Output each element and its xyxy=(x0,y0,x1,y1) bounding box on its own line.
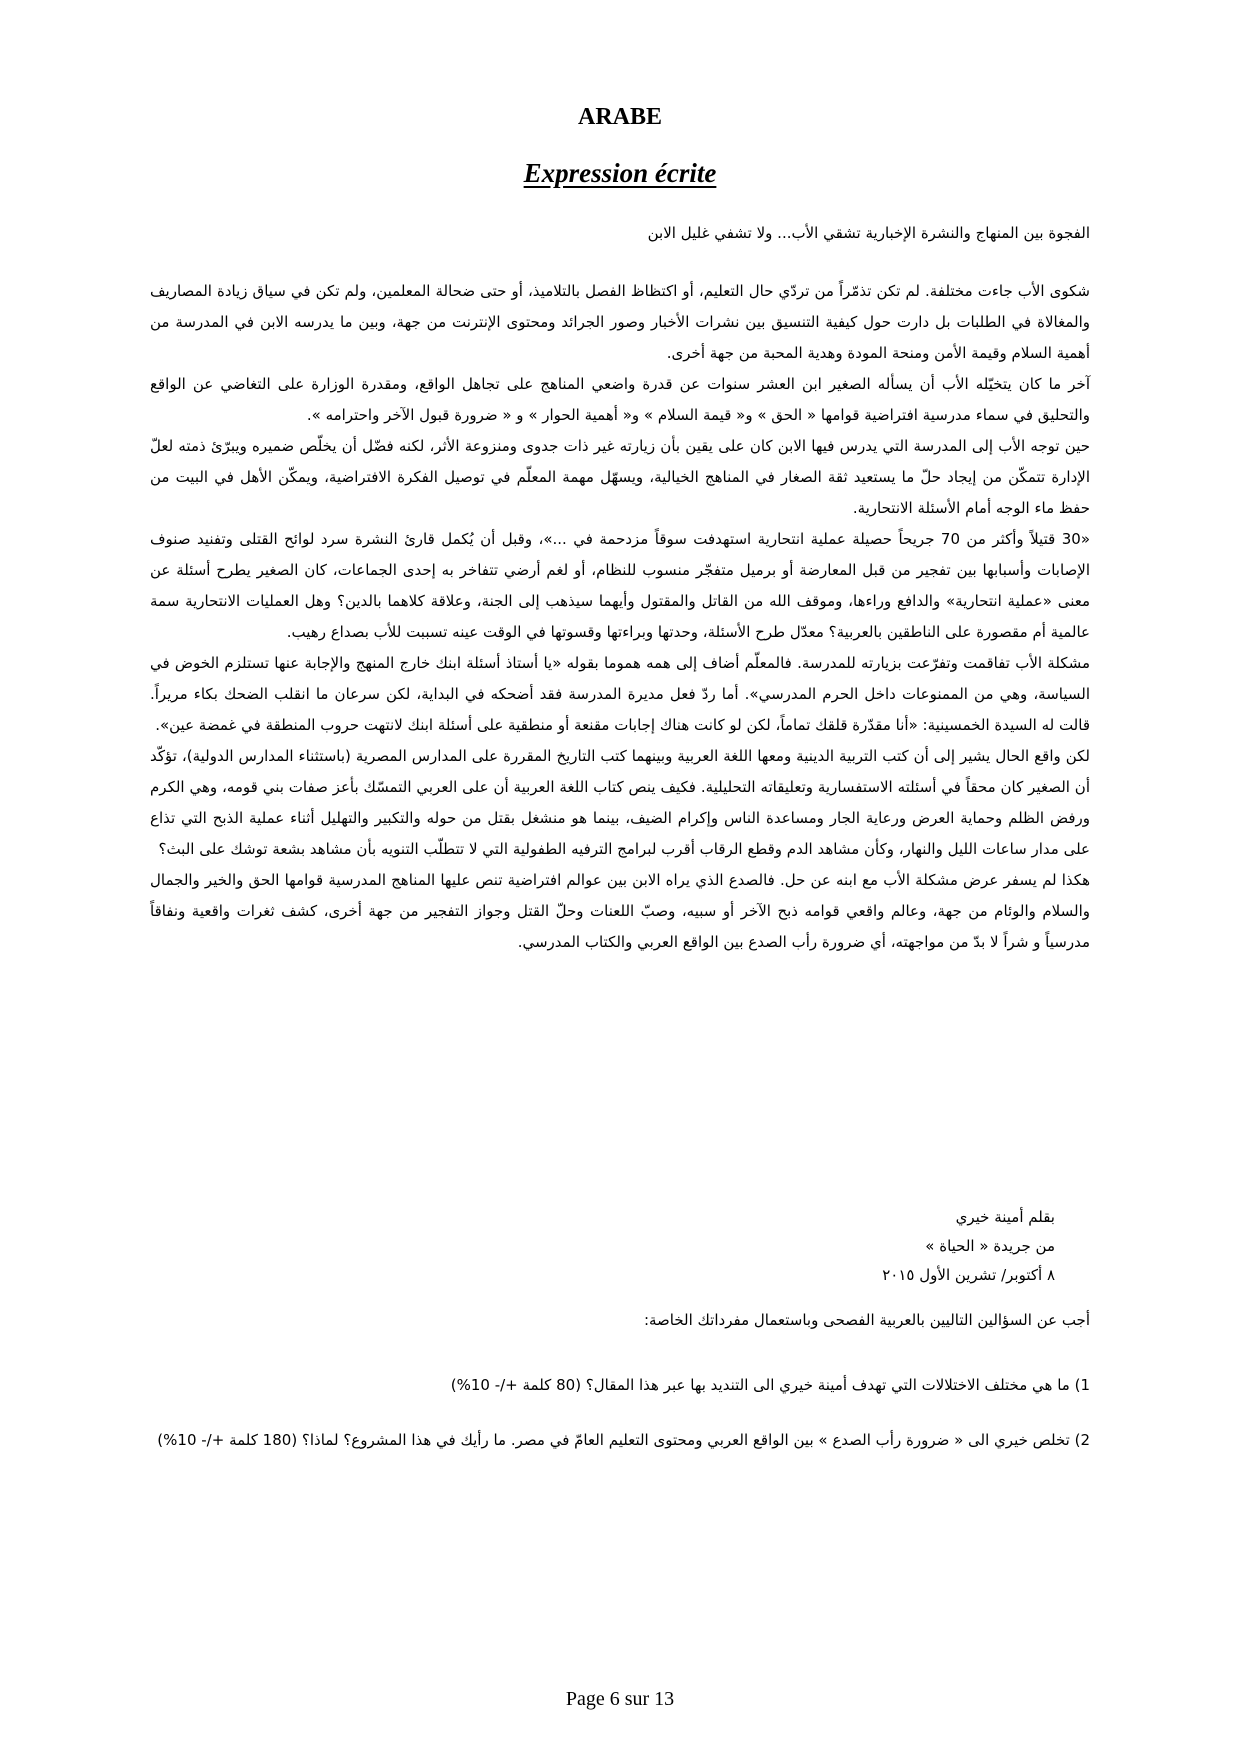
question-item: 1) ما هي مختلف الاختلالات التي تهدف أمينة خيري الى التنديد بها عبر هذا المقال؟ (80 كلمة +/- 10%) xyxy=(450,1376,1090,1394)
article-paragraph: لكن واقع الحال يشير إلى أن كتب التربية الدينية ومعها اللغة العربية وبينهما كتب التاريخ المقررة على المدارس المصرية (باستثناء المدارس الدولية)، تؤكّد أن الصغير كان محقاً في أسئلته الاستفسارية وتعليقاته التحليلية. فكيف ينص كتاب اللغة العربية أن على العربي التمسّك بأعز صفات بني قومه، وهي الكرم ورفض الظلم وحماية العرض ورعاية الجار ومساعدة الناس وإكرام الضيف، بينما هو منشغل بقتل من حوله والتكبير والتهليل أثناء عملية الذبح التي تذاع على مدار ساعات الليل والنهار، وكأن مشاهد الدم وقطع الرقاب أقرب لبرامج الترفيه الطفولية التي لا تتطلّب التنويه بأن مشاهد بشعة توشك على البث؟ xyxy=(150,747,1090,858)
signature-author: بقلم أمينة خيري xyxy=(955,1208,1055,1226)
article-title: الفجوة بين المنهاج والنشرة الإخبارية تشقي الأب... ولا تشفي غليل الابن xyxy=(647,224,1090,242)
subject-heading: ARABE xyxy=(577,104,662,130)
article-paragraph: آخر ما كان يتخيّله الأب أن يسأله الصغير ابن العشر سنوات عن قدرة واضعي المناهج على تجاهل الواقع، ومقدرة الوزارة على التغاضي عن الواقع والتحليق في سماء مدرسية افتراضية قوامها « الحق » و« قيمة السلام » و« أهمية الحوار » و « ضرورة قبول الآخر واحترامه ». xyxy=(150,375,1090,424)
article-paragraph: مشكلة الأب تفاقمت وتفرّعت بزيارته للمدرسة. فالمعلّم أضاف إلى همه هموما بقوله «يا أستاذ أسئلة ابنك خارج المنهج والإجابة عنها تستلزم الخوض في السياسة، وهي من الممنوعات داخل الحرم المدرسي». أما ردّ فعل مديرة المدرسة فقد أضحكه في البداية، لكن سرعان ما انقلب الضحك بكاء مريراً. قالت له السيدة الخمسينية: «أنا مقدّرة قلقك تماماً، لكن لو كانت هناك إجابات مقنعة أو منطقية على أسئلة ابنك لانتهت حروب المنطقة في غمضة عين». xyxy=(150,654,1090,734)
article-paragraph: حين توجه الأب إلى المدرسة التي يدرس فيها الابن كان على يقين بأن زيارته غير ذات جدوى ومنزوعة الأثر، لكنه فضّل أن يخلّص ضميره ويبرّئ ذمته لعلّ الإدارة تتمكّن من إيجاد حلّ ما يستعيد ثقة الصغار في المناهج الخيالية، ويسهّل مهمة المعلّم في توصيل الفكرة الافتراضية، ويمكّن الأهل في البيت من حفظ ماء الوجه أمام الأسئلة الانتحارية. xyxy=(150,437,1090,517)
article-paragraph: هكذا لم يسفر عرض مشكلة الأب مع ابنه عن حل. فالصدع الذي يراه الابن بين عوالم افتراضية تنص عليها المناهج المدرسية قوامها الحق والخير والجمال والسلام والوئام من جهة، وعالم واقعي قوامه ذبح الآخر أو سبيه، وصبّ اللعنات وحلّ القتل وجواز التفجير من جهة أخرى، كشف ثغرات واقعية ونفاقاً مدرسياً و شراً لا بدّ من مواجهته، أي ضرورة رأب الصدع بين الواقع العربي والكتاب المدرسي. xyxy=(150,871,1090,951)
questions-section xyxy=(150,1305,1090,1480)
article-signature xyxy=(150,1203,1055,1290)
article-body xyxy=(150,276,1090,958)
question-item: 2) تخلص خيري الى « ضرورة رأب الصدع » بين الواقع العربي ومحتوى التعليم العامّ في مصر. ما رأيك في هذا المشروع؟ لماذا؟ (180 كلمة +/- 10%) xyxy=(157,1431,1090,1449)
page-number: Page 6 sur 13 xyxy=(565,1688,675,1710)
signature-source: من جريدة « الحياة » xyxy=(925,1237,1055,1255)
section-heading: Expression écrite xyxy=(523,158,717,188)
article-paragraph: شكوى الأب جاءت مختلفة. لم تكن تذمّراً من تردّي حال التعليم، أو اكتظاظ الفصل بالتلاميذ، أو حتى ضحالة المعلمين، ولم تكن في سياق زيادة المصاريف والمغالاة في الطلبات بل دارت حول كيفية التنسيق بين نشرات الأخبار وصور الجرائد ومحتوى الإنترنت من جهة، وبين ما يدرسه الابن في المدرسة من أهمية السلام وقيمة الأمن ومنحة المودة وهدية المحبة من جهة أخرى. xyxy=(150,282,1090,362)
article-paragraph: «30 قتيلاً وأكثر من 70 جريحاً حصيلة عملية انتحارية استهدفت سوقاً مزدحمة في ...»، وقبل أن يُكمل قارئ النشرة سرد لوائح القتلى وتفنيد صنوف الإصابات وأسبابها بين تفجير من قبل المعارضة أو برميل متفجّر منسوب للنظام، أو لغم أرضي تتفاخر به إحدى الجماعات، كان الصغير يطرح أسئلة عن معنى «عملية انتحارية» والدافع وراءها، وموقف الله من القاتل والمقتول وأيهما سيذهب إلى الجنة، وعلاقة كلاهما بالدين؟ وهل العمليات الانتحارية سمة عالمية أم مقصورة على الناطقين بالعربية؟ معدّل طرح الأسئلة، وحدتها وبراءتها وقسوتها في الوقت عينه تسببت للأب بصداع رهيب. xyxy=(150,530,1090,641)
questions-intro: أجب عن السؤالين التاليين بالعربية الفصحى وباستعمال مفرداتك الخاصة: xyxy=(643,1311,1090,1329)
signature-date: ٨ أكتوبر/ تشرين الأول ٢٠١٥ xyxy=(882,1266,1055,1284)
